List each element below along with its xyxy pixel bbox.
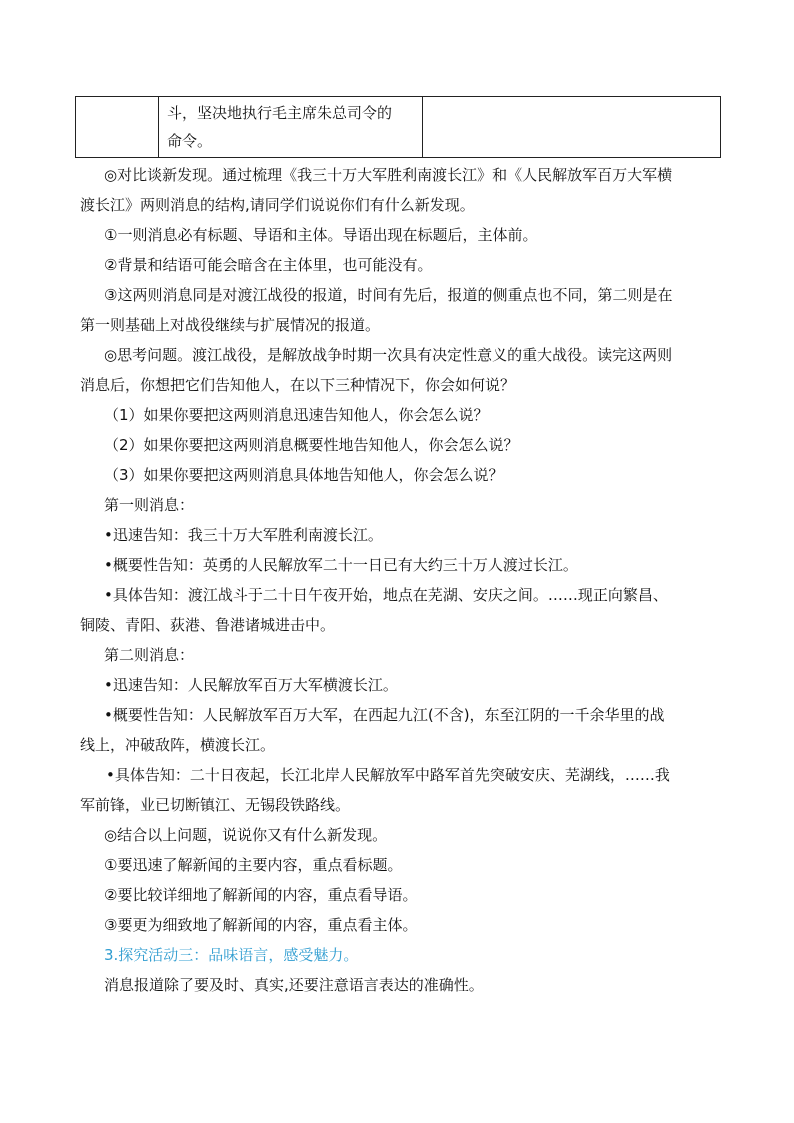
paragraph-line: 线上，冲破敌阵，横渡长江。 bbox=[80, 736, 276, 754]
paragraph-line: •迅速告知：我三十万大军胜利南渡长江。 bbox=[104, 526, 383, 544]
paragraph-line: ◎思考问题。渡江战役，是解放战争时期一次具有决定性意义的重大战役。读完这两则 bbox=[104, 346, 673, 364]
paragraph-line: ②要比较详细地了解新闻的内容，重点看导语。 bbox=[104, 886, 418, 904]
paragraph-line: 消息后，你想把它们告知他人，在以下三种情况下，你会如何说？ bbox=[80, 376, 516, 394]
paragraph-line: •具体告知：二十日夜起，长江北岸人民解放军中路军首先突破安庆、芜湖线，……我 bbox=[106, 766, 670, 784]
paragraph-line: ①要迅速了解新闻的主要内容，重点看标题。 bbox=[104, 856, 403, 874]
paragraph-line: ③这两则消息同是对渡江战役的报道，时间有先后，报道的侧重点也不同，第二则是在 bbox=[104, 286, 673, 304]
section-heading: 3.探究活动三：品味语言，感受魅力。 bbox=[104, 946, 359, 964]
paragraph-line: 军前锋，业已切断镇江、无锡段铁路线。 bbox=[80, 796, 351, 814]
paragraph-line: （2）如果你要把这两则消息概要性地告知他人，你会怎么说？ bbox=[104, 436, 519, 454]
table-row bbox=[76, 97, 721, 158]
paragraph-line: •概要性告知：人民解放军百万大军，在西起九江(不含)，东至江阴的一千余华里的战 bbox=[104, 706, 665, 724]
paragraph-line: 消息报道除了要及时、真实,还要注意语言表达的准确性。 bbox=[104, 976, 484, 994]
paragraph-line: 第一则基础上对战役继续与扩展情况的报道。 bbox=[80, 316, 381, 334]
paragraph-line: 第一则消息： bbox=[104, 496, 195, 514]
paragraph-line: 铜陵、青阳、荻港、鲁港诸城进击中。 bbox=[80, 616, 336, 634]
paragraph-line: ◎对比谈新发现。通过梳理《我三十万大军胜利南渡长江》和《人民解放军百万大军横 bbox=[104, 166, 673, 184]
paragraph-line: ③要更为细致地了解新闻的内容，重点看主体。 bbox=[104, 916, 418, 934]
paragraph-line: ②背景和结语可能会暗含在主体里，也可能没有。 bbox=[104, 256, 433, 274]
table-fragment bbox=[75, 96, 721, 158]
paragraph-line: （3）如果你要把这两则消息具体地告知他人，你会怎么说？ bbox=[104, 466, 504, 484]
paragraph-line: 第二则消息： bbox=[104, 646, 195, 664]
document-body bbox=[80, 160, 720, 1000]
table-cell-content bbox=[159, 97, 423, 158]
paragraph-line: •概要性告知：英勇的人民解放军二十一日已有大约三十万人渡过长江。 bbox=[104, 556, 578, 574]
paragraph-line: （1）如果你要把这两则消息迅速告知他人，你会怎么说？ bbox=[104, 406, 489, 424]
table-cell-empty bbox=[76, 97, 159, 158]
paragraph-line: •具体告知：渡江战斗于二十日午夜开始，地点在芜湖、安庆之间。……现正向繁昌、 bbox=[104, 586, 668, 604]
paragraph-line: •迅速告知：人民解放军百万大军横渡长江。 bbox=[104, 676, 398, 694]
paragraph-line: 渡长江》两则消息的结构,请同学们说说你们有什么新发现。 bbox=[80, 196, 475, 214]
paragraph-line: ①一则消息必有标题、导语和主体。导语出现在标题后，主体前。 bbox=[104, 226, 538, 244]
cell-text-line: 命令。 bbox=[167, 132, 213, 150]
paragraph-line: ◎结合以上问题，说说你又有什么新发现。 bbox=[104, 826, 388, 844]
cell-text-line: 斗，坚决地执行毛主席朱总司令的 bbox=[167, 104, 393, 122]
table-cell-empty bbox=[423, 97, 721, 158]
